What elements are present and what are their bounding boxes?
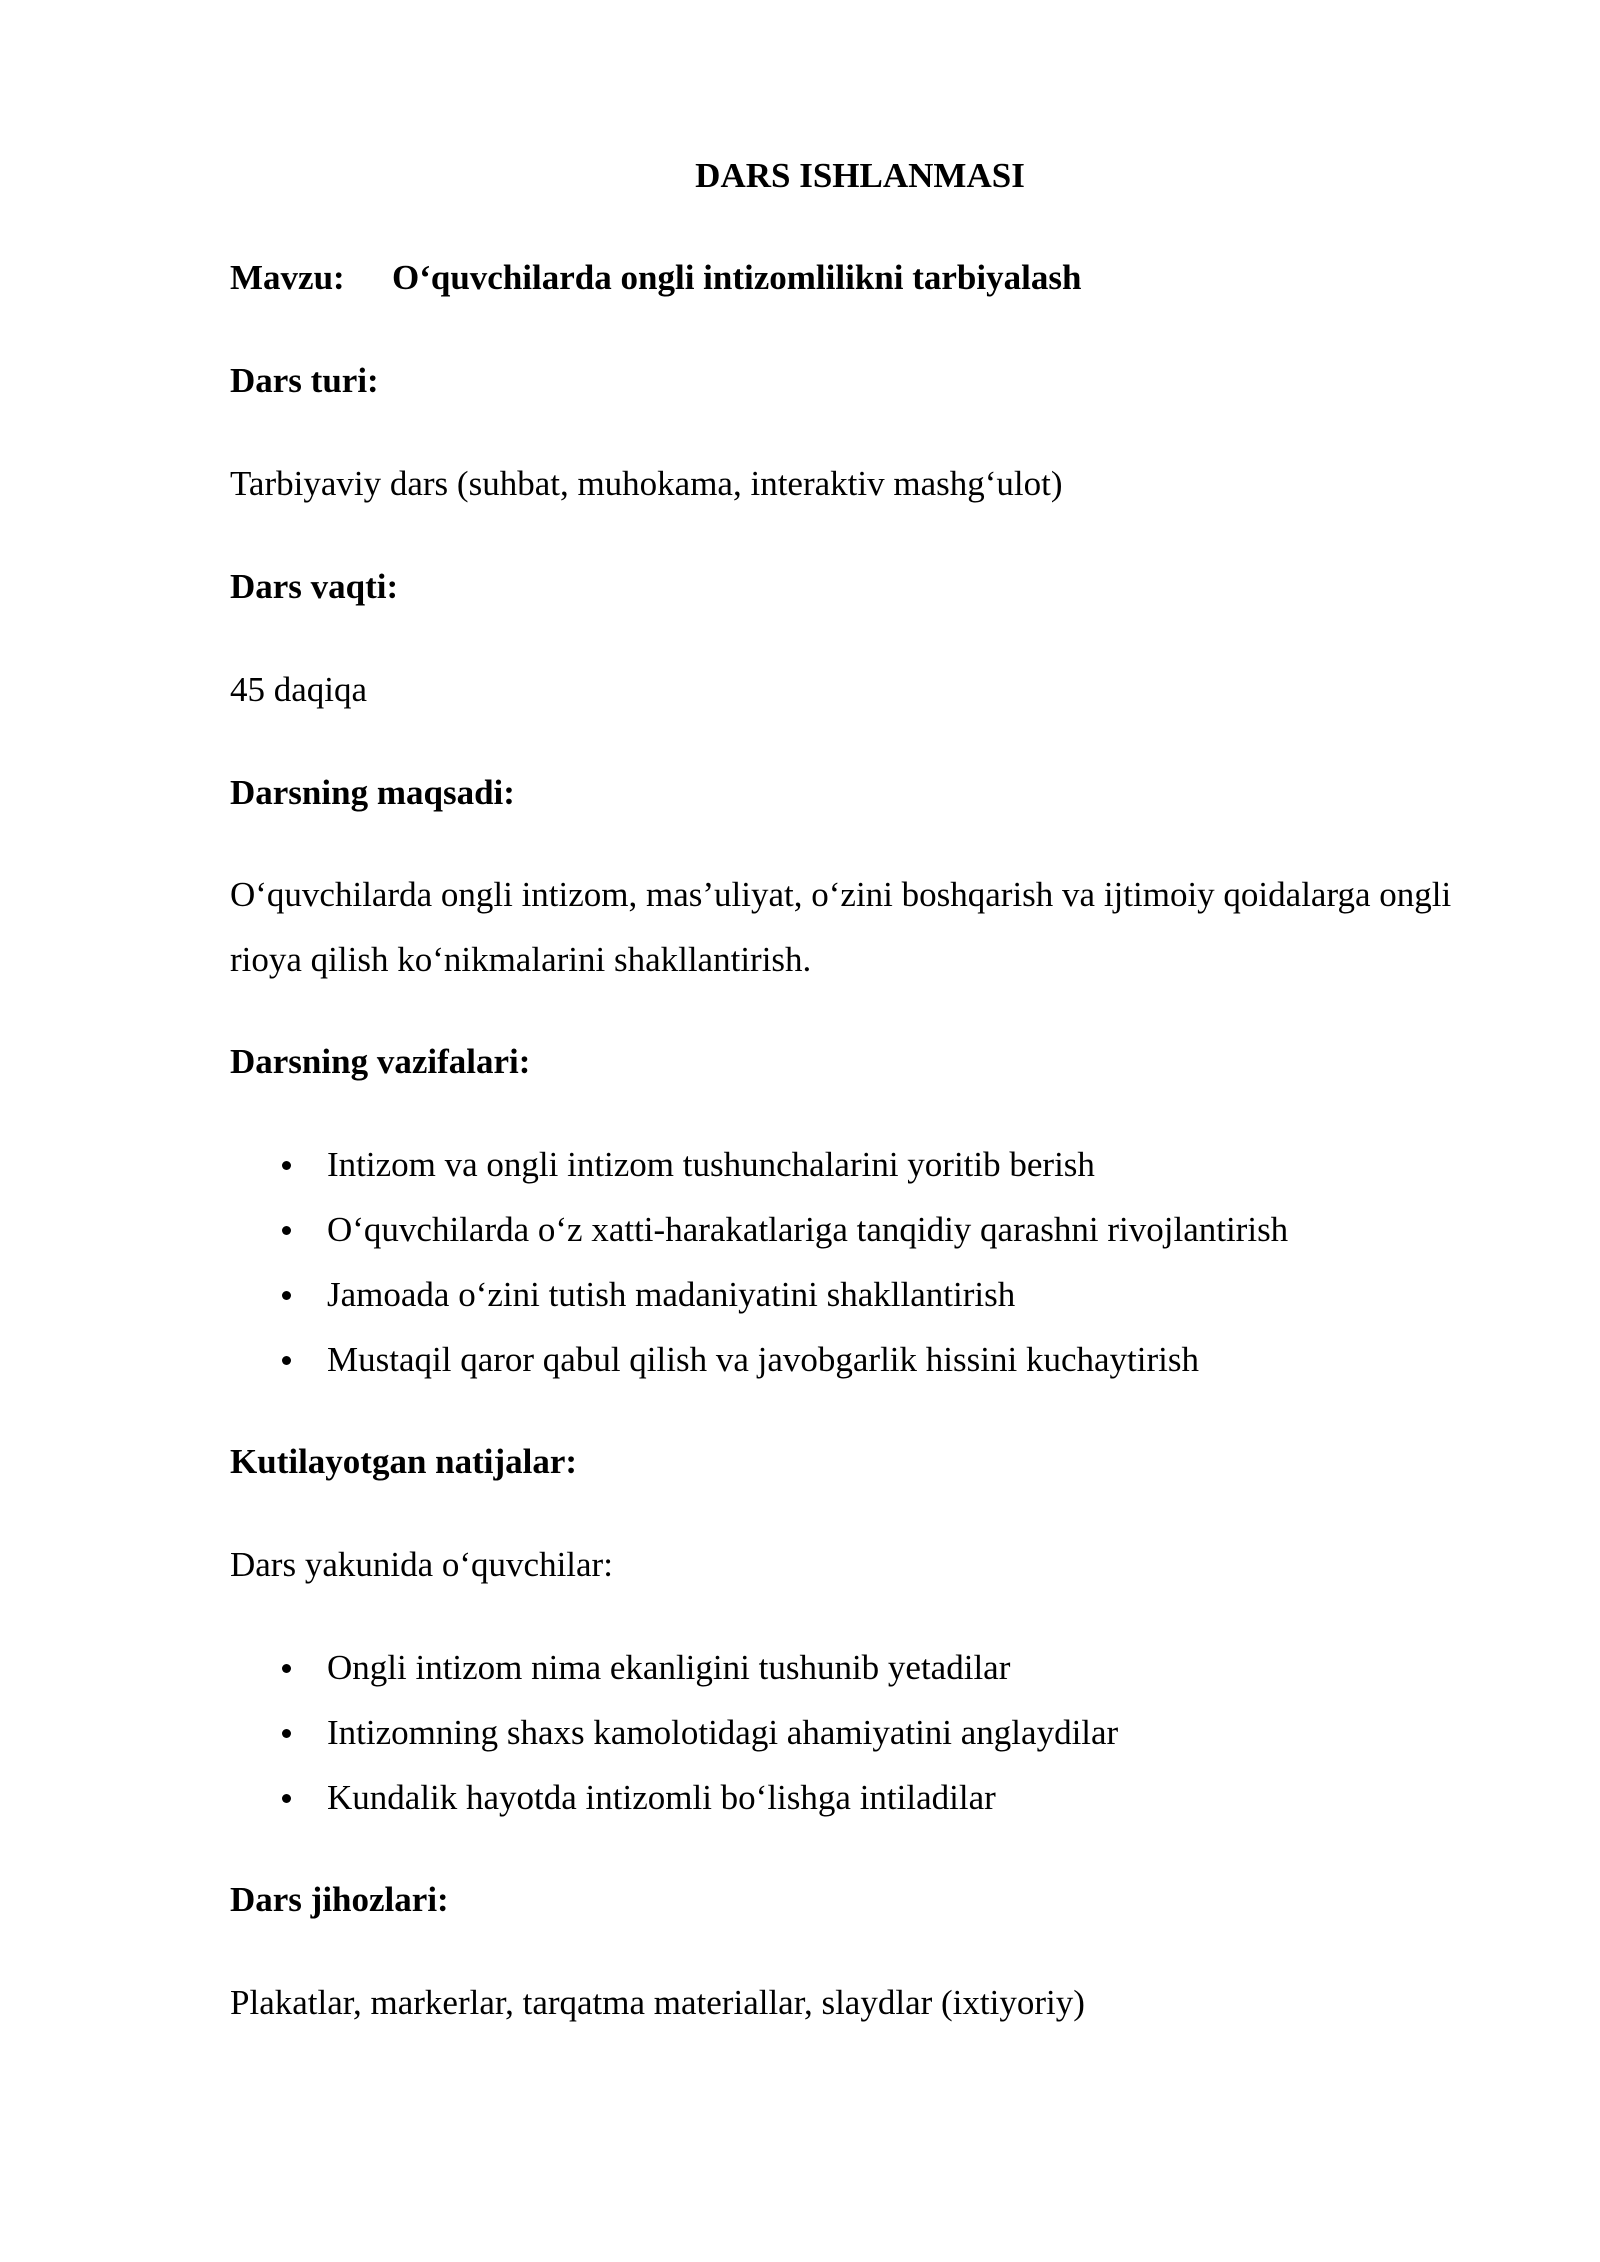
task-text: Intizom va ongli intizom tushunchalarini yoritib berish [327, 1145, 1095, 1184]
bullet-icon [282, 1291, 291, 1300]
list-item [230, 1635, 1118, 1700]
topic-label: Mavzu: [230, 258, 345, 297]
list-item [230, 1700, 1118, 1765]
bullet-icon [282, 1794, 291, 1803]
list-item [230, 1132, 1288, 1197]
outcome-text: Kundalik hayotda intizomli bo‘lishga intiladilar [327, 1778, 996, 1817]
outcome-text: Intizomning shaxs kamolotidagi ahamiyatini anglaydilar [327, 1713, 1119, 1752]
bullet-icon [282, 1664, 291, 1673]
list-item [230, 1197, 1288, 1262]
topic-value: O‘quvchilarda ongli intizomlilikni tarbiyalash [392, 258, 1082, 297]
lesson-type-heading: Dars turi: [230, 361, 379, 400]
outcomes-list [230, 1635, 1118, 1830]
outcome-text: Ongli intizom nima ekanligini tushunib yetadilar [327, 1648, 1011, 1687]
task-text: Mustaqil qaror qabul qilish va javobgarlik hissini kuchaytirish [327, 1340, 1199, 1379]
list-item [230, 1327, 1288, 1392]
bullet-icon [282, 1226, 291, 1235]
lesson-time-heading: Dars vaqti: [230, 567, 399, 606]
document-title: DARS ISHLANMASI [695, 156, 1025, 195]
bullet-icon [282, 1356, 291, 1365]
list-item [230, 1765, 1118, 1830]
lesson-type-text: Tarbiyaviy dars (suhbat, muhokama, interaktiv mashg‘ulot) [230, 464, 1063, 503]
bullet-icon [282, 1161, 291, 1170]
topic-line [230, 254, 1081, 302]
goal-heading: Darsning maqsadi: [230, 773, 515, 812]
goal-text: O‘quvchilarda ongli intizom, mas’uliyat, o‘zini boshqarish va ijtimoiy qoidalarga ongli rioya qilish ko‘nikmalarini shakllantirish. [230, 875, 1452, 979]
task-text: Jamoada o‘zini tutish madaniyatini shakllantirish [327, 1275, 1016, 1314]
task-text: O‘quvchilarda o‘z xatti-harakatlariga tanqidiy qarashni rivojlantirish [327, 1210, 1289, 1249]
list-item [230, 1262, 1288, 1327]
outcomes-intro: Dars yakunida o‘quvchilar: [230, 1545, 613, 1584]
outcomes-heading: Kutilayotgan natijalar: [230, 1442, 578, 1481]
bullet-icon [282, 1729, 291, 1738]
tasks-list [230, 1132, 1288, 1392]
lesson-time-text: 45 daqiqa [230, 670, 368, 709]
equipment-text: Plakatlar, markerlar, tarqatma materiallar, slaydlar (ixtiyoriy) [230, 1983, 1085, 2022]
tasks-heading: Darsning vazifalari: [230, 1042, 531, 1081]
equipment-heading: Dars jihozlari: [230, 1880, 449, 1919]
